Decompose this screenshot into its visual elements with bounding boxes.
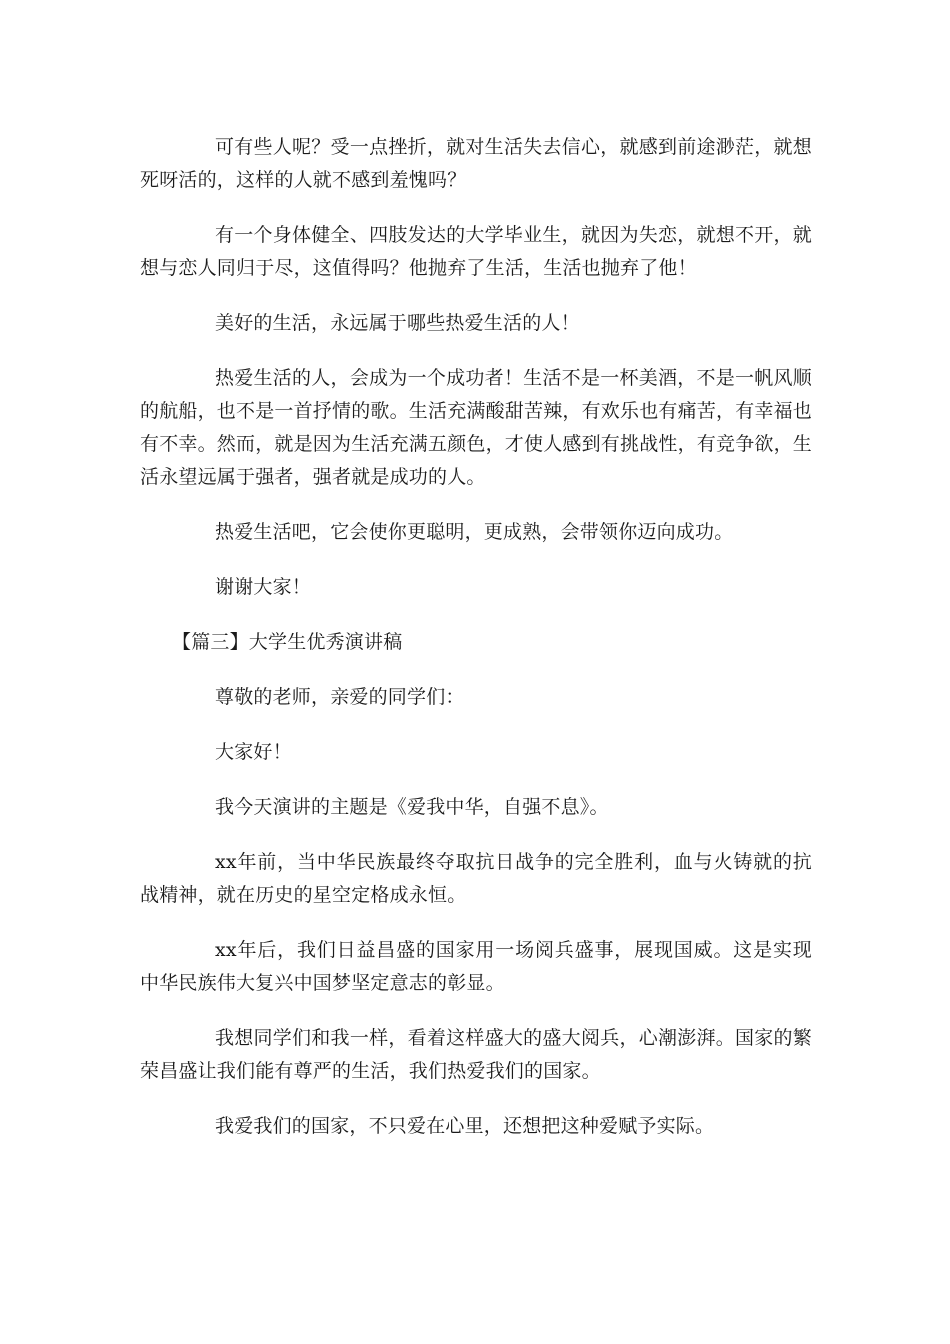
section-heading: 【篇三】大学生优秀演讲稿 bbox=[172, 631, 403, 653]
speech-topic: 我今天演讲的主题是《爱我中华，自强不息》。 bbox=[215, 796, 609, 818]
greeting: 大家好！ bbox=[215, 741, 292, 763]
paragraph-12: xx年后，我们日益昌盛的国家用一场阅兵盛事，展现国威。这是实现中华民族伟大复兴中国梦坚定意志的彰显。 bbox=[140, 939, 812, 994]
paragraph-5: 热爱生活吧，它会使你更聪明，更成熟，会带领你迈向成功。 bbox=[215, 521, 734, 543]
paragraph-14: 我爱我们的国家，不只爱在心里，还想把这种爱赋予实际。 bbox=[215, 1115, 715, 1137]
paragraph-4: 热爱生活的人，会成为一个成功者！生活不是一杯美酒，不是一帆风顺的航船，也不是一首抒情的歌。生活充满酸甜苦辣，有欢乐也有痛苦，有幸福也有不幸。然而，就是因为生活充满五颜色，才使人感到有挑战性，有竞争欲，生活永望远属于强者，强者就是成功的人。 bbox=[140, 367, 813, 488]
document-body bbox=[140, 131, 812, 1165]
paragraph-13: 我想同学们和我一样，看着这样盛大的盛大阅兵，心潮澎湃。国家的繁荣昌盛让我们能有尊严的生活，我们热爱我们的国家。 bbox=[140, 1027, 812, 1082]
paragraph-11: xx年前，当中华民族最终夺取抗日战争的完全胜利，血与火铸就的抗战精神，就在历史的星空定格成永恒。 bbox=[140, 851, 812, 906]
paragraph-2: 有一个身体健全、四肢发达的大学毕业生，就因为失恋，就想不开，就想与恋人同归于尽，这值得吗？他抛弃了生活，生活也抛弃了他！ bbox=[140, 224, 812, 279]
salutation: 尊敬的老师，亲爱的同学们： bbox=[215, 686, 465, 708]
paragraph-closing: 谢谢大家！ bbox=[215, 576, 312, 598]
paragraph-1: 可有些人呢？受一点挫折，就对生活失去信心，就感到前途渺茫，就想死呀活的，这样的人就不感到羞愧吗？ bbox=[140, 136, 812, 191]
paragraph-3: 美好的生活，永远属于哪些热爱生活的人！ bbox=[215, 312, 580, 334]
